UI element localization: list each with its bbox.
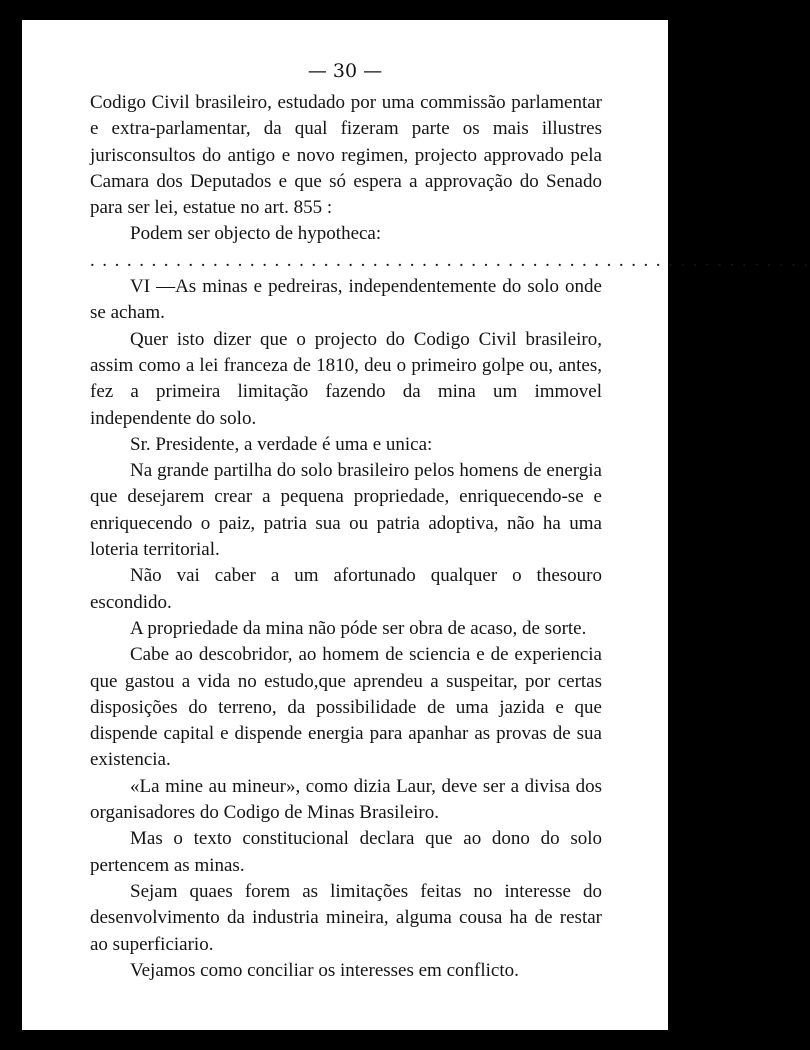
paragraph-5: Sr. Presidente, a verdade é uma e unica: [130, 433, 433, 455]
page-number: — 30 — [307, 60, 383, 82]
paragraph-9: Cabe ao descobridor, ao homem de sciencia e de experiencia que gastou a vida no estudo,que aprendeu a suspeitar, por certas disposições do terreno, da possibilidade de uma jazida e que dispende capital e dispende energia para apanhar as provas de sua existencia. [90, 644, 602, 771]
paragraph-4: Quer isto dizer que o projecto do Codigo Civil brasileiro, assim como a lei franceza de 1810, deu o primeiro golpe ou, antes, fez a primeira limitação fazendo da mina um immovel independente do solo. [90, 328, 602, 429]
paragraph-2: Podem ser objecto de hypotheca: [130, 223, 382, 245]
paragraph-10: «La mine au mineur», como dizia Laur, deve ser a divisa dos organisadores do Codigo de Minas Brasileiro. [90, 775, 602, 824]
page-body [90, 90, 810, 984]
paragraph-8: A propriedade da mina não póde ser obra de acaso, de sorte. [130, 617, 587, 639]
paragraph-11: Mas o texto constitucional declara que ao dono do solo pertencem as minas. [90, 828, 602, 876]
paragraph-7: Não vai caber a um afortunado qualquer o thesouro escondido. [90, 565, 602, 613]
book-page [22, 20, 810, 1030]
paragraph-6: Na grande partilha do solo brasileiro pelos homens de energia que desejarem crear a pequena propriedade, enriquecendo-se e enriquecendo o paiz, patria sua ou patria adoptiva, não ha uma loteria territorial. [90, 460, 602, 561]
ellipsis-line: . . . . . . . . . . . . . . . . . . . . . . . . . . . . . . . . . . . . . . . . . . . . . . . . . . . . . . . . . . . [90, 249, 810, 271]
paragraph-13: Vejamos como conciliar os interesses em conflicto. [130, 959, 519, 981]
paragraph-3: VI —As minas e pedreiras, independentemente do solo onde se acham. [90, 276, 602, 324]
paragraph-1: Codigo Civil brasileiro, estudado por uma commissão parlamentar e extra-parlamentar, da qual fizeram parte os mais illustres jurisconsultos do antigo e novo regimen, projecto approvado pela Camara dos Deputados e que só espera a approvação do Senado para ser lei, estatue no art. 855 : [90, 92, 602, 219]
paragraph-12: Sejam quaes forem as limitações feitas no interesse do desenvolvimento da industria mineira, alguma cousa ha de restar ao superficiario. [90, 880, 602, 955]
